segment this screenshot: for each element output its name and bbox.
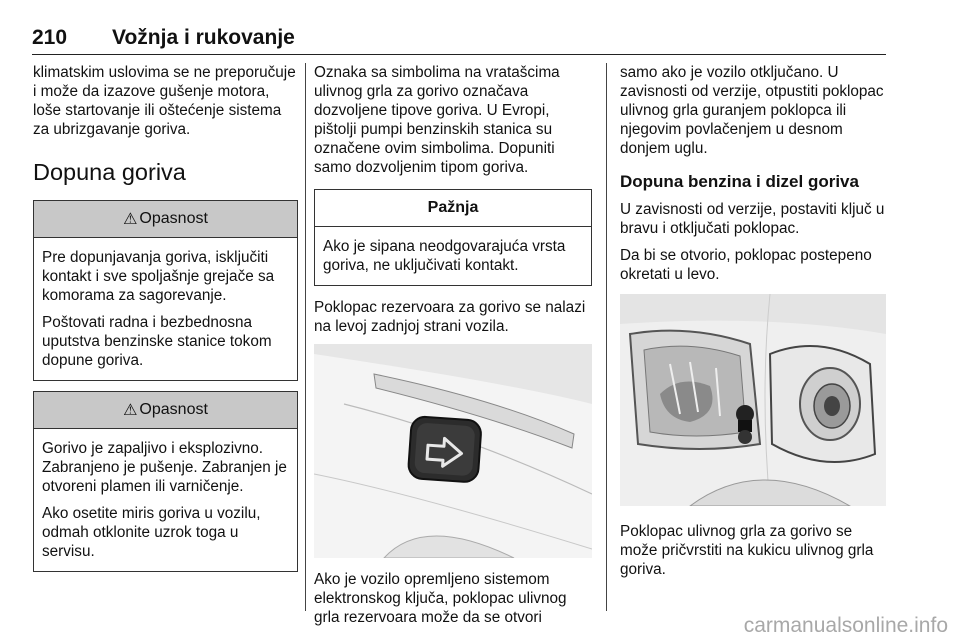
column-divider: [305, 63, 306, 611]
heading-dopuna-benzina: Dopuna benzina i dizel goriva: [620, 172, 859, 191]
column-1: [33, 63, 298, 572]
intro-paragraph: klimatskim uslovima se ne preporučuje i može da izazove gušenje motora, loše startovanje ili oštećenje sistema za ubrizgavanje goriva.: [33, 64, 296, 138]
warning-text: Gorivo je zapaljivo i eksplozivno. Zabranjeno je pušenje. Zabranjen je otvoreni plamen ili varničenje.: [42, 440, 287, 495]
warning-box-header: [34, 201, 297, 238]
warning-box-2: [33, 391, 298, 572]
warning-text: Pre dopunjavanja goriva, isključiti kontakt i sve spoljašnje grejače sa komorama za sagorevanje.: [42, 249, 275, 304]
warning-title: Opasnost: [139, 401, 208, 418]
electronic-key-paragraph: Ako je vozilo opremljeno sistemom elektronskog ključa, poklopac ulivnog grla rezervoara može da se otvori: [314, 571, 567, 626]
warning-box-header: [34, 392, 297, 429]
warning-title: Opasnost: [139, 210, 208, 227]
notice-box-header: Pažnja: [315, 190, 591, 227]
open-cap-paragraph: Da bi se otvorio, poklopac postepeno okretati u levo.: [620, 247, 872, 283]
fuel-door-illustration: [314, 344, 592, 558]
watermark: carmanualsonline.info: [743, 614, 948, 637]
notice-box: [314, 189, 592, 286]
fuel-cap-location-paragraph: Poklopac rezervoara za gorivo se nalazi na levoj zadnjoj strani vozila.: [314, 299, 586, 335]
page-number: 210: [32, 26, 68, 49]
open-fuel-filler-illustration: [620, 294, 886, 506]
warning-triangle-icon: ⚠: [123, 402, 138, 419]
cap-hook-paragraph: Poklopac ulivnog grla za gorivo se može pričvrstiti na kukicu ulivnog grla goriva.: [620, 523, 874, 578]
warning-box-1: [33, 200, 298, 381]
fuel-symbols-paragraph: Oznaka sa simbolima na vratašcima ulivnog grla za gorivo označava dozvoljene tipove goriva. U Evropi, pištolji pumpi benzinskih stanica su označene ovim simbolima. Dopuniti samo dozvoljenim tipom goriva.: [314, 64, 560, 176]
section-title: Vožnja i rukovanje: [112, 26, 295, 49]
column-3: [620, 63, 888, 579]
key-paragraph: U zavisnosti od verzije, postaviti ključ u bravu i otključati poklopac.: [620, 201, 885, 237]
warning-text: Ako osetite miris goriva u vozilu, odmah otklonite uzrok toga u servisu.: [42, 505, 261, 560]
unlock-paragraph: samo ako je vozilo otključano. U zavisnosti od verzije, otpustiti poklopac ulivnog grla guranjem poklopca ili njegovim povlačenjem u desnom donjem uglu.: [620, 64, 884, 157]
heading-dopuna-goriva: Dopuna goriva: [33, 159, 186, 185]
page-header: [32, 26, 886, 55]
warning-text: Poštovati radna i bezbednosna uputstva benzinske stanice tokom dopune goriva.: [42, 314, 272, 369]
column-divider: [606, 63, 607, 611]
warning-triangle-icon: ⚠: [123, 211, 138, 228]
notice-text: Ako je sipana neodgovarajuća vrsta goriva, ne uključivati kontakt.: [323, 238, 566, 274]
column-2: [314, 63, 592, 627]
